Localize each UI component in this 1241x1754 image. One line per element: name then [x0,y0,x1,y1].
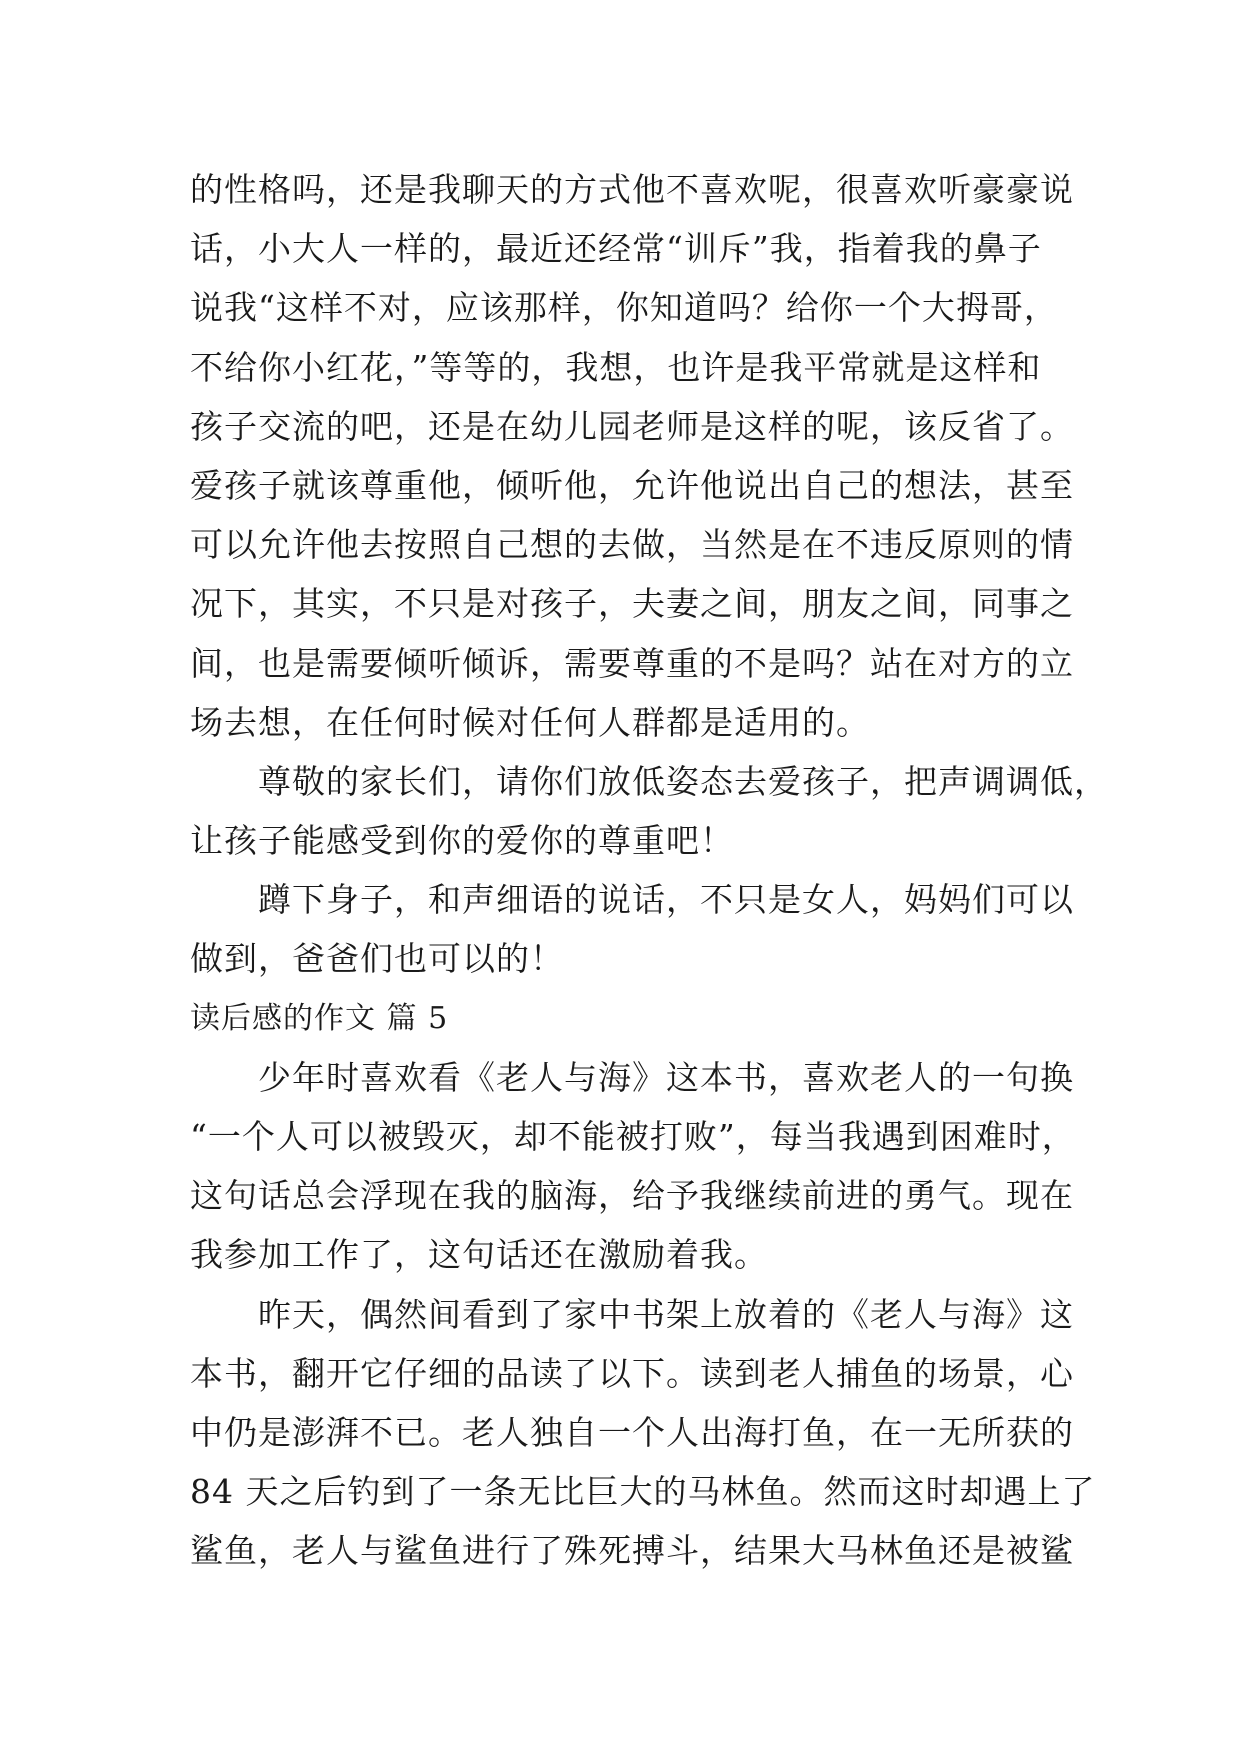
text-line: 我参加工作了，这句话还在激励着我。 [190,1235,768,1275]
text-line: 本书，翻开它仔细的品读了以下。读到老人捕鱼的场景，心 [190,1353,1074,1393]
text-line: 爱孩子就该尊重他，倾听他，允许他说出自己的想法，甚至 [190,465,1074,505]
text-line: 话，小大人一样的，最近还经常“训斥”我，指着我的鼻子 [190,229,1042,269]
text-line: 昨天，偶然间看到了家中书架上放着的《老人与海》这 [258,1294,1074,1334]
text-line: 鲨鱼，老人与鲨鱼进行了殊死搏斗，结果大马林鱼还是被鲨 [190,1531,1074,1571]
text-line: 这句话总会浮现在我的脑海，给予我继续前进的勇气。现在 [190,1176,1074,1216]
text-line: 84 天之后钓到了一条无比巨大的马林鱼。然而这时却遇上了 [190,1472,1096,1512]
text-line: 场去想，在任何时候对任何人群都是适用的。 [190,702,870,742]
section-heading: 读后感的作文 篇 5 [190,1000,449,1036]
text-line: 不给你小红花，”等等的，我想，也许是我平常就是这样和 [190,347,1042,387]
text-line: 中仍是澎湃不已。老人独自一个人出海打鱼，在一无所获的 [190,1412,1074,1452]
text-line: 少年时喜欢看《老人与海》这本书，喜欢老人的一句换 [258,1057,1074,1097]
text-line: 况下，其实，不只是对孩子，夫妻之间，朋友之间，同事之 [190,584,1074,624]
text-line: 说我“这样不对，应该那样，你知道吗？给你一个大拇哥， [190,288,1058,328]
text-line: 间，也是需要倾听倾诉，需要尊重的不是吗？站在对方的立 [190,643,1074,683]
document-body [190,160,1108,1581]
text-line: “一个人可以被毁灭，却不能被打败”，每当我遇到困难时， [190,1117,1076,1156]
text-line: 蹲下身子，和声细语的说话，不只是女人，妈妈们可以 [258,880,1074,920]
text-line: 做到，爸爸们也可以的！ [190,939,564,979]
text-line: 孩子交流的吧，还是在幼儿园老师是这样的呢，该反省了。 [190,406,1074,446]
text-line: 尊敬的家长们，请你们放低姿态去爱孩子，把声调调低， [258,761,1108,801]
text-line: 的性格吗，还是我聊天的方式他不喜欢呢，很喜欢听豪豪说 [190,170,1074,209]
text-line: 让孩子能感受到你的爱你的尊重吧！ [190,821,734,861]
text-line: 可以允许他去按照自己想的去做，当然是在不违反原则的情 [190,525,1074,565]
